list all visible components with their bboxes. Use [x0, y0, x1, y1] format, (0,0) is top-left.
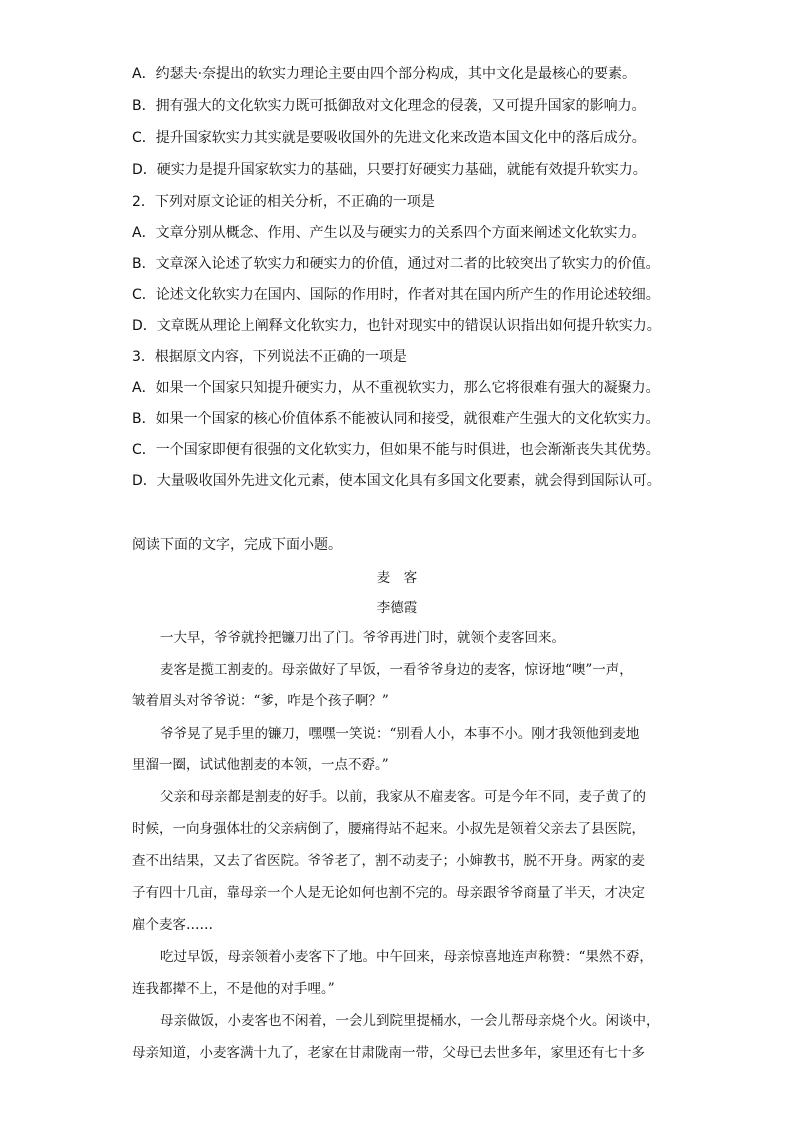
q2-option-a: A．文章分别从概念、作用、产生以及与硬实力的关系四个方面来阐述文化软实力。	[132, 225, 646, 241]
q2-option-d: D．文章既从理论上阐释文化软实力，也针对现实中的错误认识指出如何提升软实力。	[132, 318, 661, 334]
q3-option-c: C．一个国家即便有很强的文化软实力，但如果不能与时俱进，也会渐渐丧失其优势。	[132, 442, 660, 458]
story-line: 查不出结果，又去了省医院。爷爷老了，割不动麦子；小婶教书，脱不开身。两家的麦	[132, 853, 645, 869]
q3-option-b: B．如果一个国家的核心价值体系不能被认同和接受，就很难产生强大的文化软实力。	[132, 411, 660, 427]
story-line: 吃过早饭，母亲领着小麦客下了地。中午回来，母亲惊喜地连声称赞：“果然不孬，	[160, 949, 653, 965]
story-line: 时候，一向身强体壮的父亲病倒了，腰痛得站不起来。小叔先是领着父亲去了县医院，	[132, 821, 645, 837]
q1-option-d: D．硬实力是提升国家软实力的基础，只要打好硬实力基础，就能有效提升软实力。	[132, 162, 647, 178]
q3-stem: 3．根据原文内容，下列说法不正确的一项是	[132, 349, 407, 365]
story-line: 连我都撵不上，不是他的对手哩。”	[132, 981, 335, 997]
q3-option-d: D．大量吸收国外先进文化元素，使本国文化具有多国文化要素，就会得到国际认可。	[132, 473, 661, 489]
story-line: 雇个麦客……	[132, 917, 213, 933]
story-line: 子有四十几亩，靠母亲一个人是无论如何也割不完的。母亲跟爷爷商量了半天，才决定	[132, 885, 645, 901]
story-line: 皱着眉头对爷爷说：“爹，咋是个孩子啊？”	[132, 693, 389, 709]
q1-option-b: B．拥有强大的文化软实力既可抵御敌对文化理念的侵袭，又可提升国家的影响力。	[132, 98, 646, 114]
q1-option-c: C．提升国家软实力其实就是要吸收国外的先进文化来改造本国文化中的落后成分。	[132, 130, 646, 146]
story-author: 李德霞	[376, 600, 418, 616]
story-line: 麦客是揽工割麦的。母亲做好了早饭，一看爷爷身边的麦客，惊讶地“噢”一声，	[160, 662, 633, 678]
story-line: 母亲做饭，小麦客也不闲着，一会儿到院里提桶水，一会儿帮母亲烧个火。闲谈中，	[160, 1013, 660, 1029]
q3-option-a: A．如果一个国家只知提升硬实力，从不重视软实力，那么它将很难有强大的凝聚力。	[132, 380, 660, 396]
story-line: 爷爷晃了晃手里的镰刀，嘿嘿一笑说：“别看人小，本事不小。刚才我领他到麦地	[160, 726, 640, 742]
story-line: 一大早，爷爷就拎把镰刀出了门。爷爷再进门时，就领个麦客回来。	[160, 630, 565, 646]
story-line: 母亲知道，小麦客满十九了，老家在甘肃陇南一带，父母已去世多年，家里还有七十多	[132, 1045, 645, 1061]
story-line: 里溜一圈，试试他割麦的本领，一点不孬。”	[132, 757, 389, 773]
q2-stem: 2．下列对原文论证的相关分析，不正确的一项是	[132, 194, 435, 210]
story-title: 麦 客	[376, 570, 418, 586]
story-line: 父亲和母亲都是割麦的好手。以前，我家从不雇麦客。可是今年不同，麦子黄了的	[160, 789, 646, 805]
q1-option-a: A．约瑟夫·奈提出的软实力理论主要由四个部分构成，其中文化是最核心的要素。	[132, 66, 637, 82]
q2-option-c: C．论述文化软实力在国内、国际的作用时，作者对其在国内所产生的作用论述较细。	[132, 287, 660, 303]
q2-option-b: B．文章深入论述了软实力和硬实力的价值，通过对二者的比较突出了软实力的价值。	[132, 256, 660, 272]
reading-instruction: 阅读下面的文字，完成下面小题。	[132, 537, 342, 553]
